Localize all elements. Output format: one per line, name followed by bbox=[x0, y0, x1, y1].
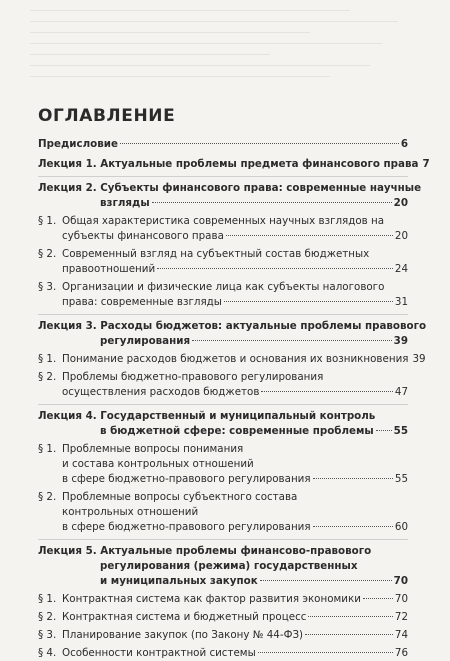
toc-section-entry[interactable] bbox=[38, 280, 408, 310]
leader-dots bbox=[308, 616, 393, 617]
toc-lecture-entry[interactable] bbox=[38, 539, 408, 589]
page-number: 70 bbox=[394, 593, 408, 605]
entry-text: правоотношений bbox=[62, 263, 156, 275]
page-number: 6 bbox=[400, 138, 408, 150]
leader-dots bbox=[313, 526, 393, 527]
section-number: § 1. bbox=[38, 353, 57, 365]
entry-text: Лекция 2. Субъекты финансового права: современные научные bbox=[38, 182, 422, 194]
leader-dots bbox=[305, 634, 393, 635]
toc-section-entry[interactable] bbox=[38, 352, 426, 367]
page-number: 20 bbox=[394, 230, 408, 242]
page-number: 76 bbox=[394, 647, 408, 659]
entry-text: в сфере бюджетно-правового регулирования bbox=[62, 473, 311, 485]
leader-dots bbox=[120, 143, 399, 144]
entry-text: Особенности контрактной системы bbox=[62, 647, 256, 659]
leader-dots bbox=[192, 340, 392, 341]
leader-dots bbox=[226, 235, 393, 236]
entry-text: Понимание расходов бюджетов и основания их возникновения bbox=[62, 353, 409, 365]
page-number: 39 bbox=[412, 353, 426, 365]
section-number: § 1. bbox=[38, 593, 57, 605]
toc-section-entry[interactable] bbox=[38, 247, 408, 277]
entry-text: Планирование закупок (по Закону № 44-ФЗ) bbox=[62, 629, 304, 641]
section-number: § 2. bbox=[38, 491, 57, 503]
page-number: 55 bbox=[393, 425, 408, 437]
table-of-contents bbox=[38, 137, 430, 661]
entry-text: и состава контрольных отношений bbox=[62, 458, 254, 470]
page-number: 72 bbox=[394, 611, 408, 623]
leader-dots bbox=[313, 478, 393, 479]
leader-dots bbox=[363, 598, 393, 599]
entry-text: Проблемы бюджетно-правового регулирования bbox=[62, 371, 324, 383]
entry-text: в бюджетной сфере: современные проблемы bbox=[100, 425, 374, 437]
page-number: 60 bbox=[394, 521, 408, 533]
toc-lecture-entry[interactable] bbox=[38, 314, 427, 349]
entry-text: Общая характеристика современных научных взглядов на bbox=[62, 215, 385, 227]
leader-dots bbox=[376, 430, 392, 431]
page-number: 20 bbox=[393, 197, 408, 209]
entry-text: Контрактная система и бюджетный процесс bbox=[62, 611, 307, 623]
page-number: 74 bbox=[394, 629, 408, 641]
toc-lecture-entry[interactable] bbox=[38, 404, 408, 439]
toc-section-entry[interactable] bbox=[38, 628, 408, 643]
section-number: § 2. bbox=[38, 371, 57, 383]
section-number: § 4. bbox=[38, 647, 57, 659]
section-number: § 2. bbox=[38, 248, 57, 260]
leader-dots bbox=[261, 391, 392, 392]
leader-dots bbox=[152, 202, 392, 203]
entry-text: Организации и физические лица как субъекты налогового bbox=[62, 281, 385, 293]
entry-text: Предисловие bbox=[38, 138, 118, 150]
page-number: 31 bbox=[394, 296, 408, 308]
toc-lecture-entry[interactable] bbox=[38, 137, 408, 152]
toc-section-entry[interactable] bbox=[38, 214, 408, 244]
entry-text: взгляды bbox=[100, 197, 150, 209]
leader-dots bbox=[258, 652, 393, 653]
bleed-through-text bbox=[30, 0, 430, 95]
toc-section-entry[interactable] bbox=[38, 442, 408, 487]
section-number: § 1. bbox=[38, 215, 57, 227]
toc-section-entry[interactable] bbox=[38, 646, 408, 661]
entry-text: права: современные взгляды bbox=[62, 296, 222, 308]
entry-text: Лекция 4. Государственный и муниципальный контроль bbox=[38, 410, 376, 422]
leader-dots bbox=[157, 268, 393, 269]
toc-lecture-entry[interactable] bbox=[38, 176, 422, 211]
toc-section-entry[interactable] bbox=[38, 370, 408, 400]
entry-text: Проблемные вопросы понимания bbox=[62, 443, 244, 455]
entry-text: Проблемные вопросы субъектного состава bbox=[62, 491, 298, 503]
leader-dots bbox=[260, 580, 392, 581]
section-number: § 2. bbox=[38, 611, 57, 623]
entry-text: Лекция 1. Актуальные проблемы предмета финансового права bbox=[38, 158, 419, 170]
toc-section-entry[interactable] bbox=[38, 592, 408, 607]
page-number: 39 bbox=[393, 335, 408, 347]
page-number: 7 bbox=[422, 158, 430, 170]
section-number: § 1. bbox=[38, 443, 57, 455]
section-number: § 3. bbox=[38, 629, 57, 641]
entry-text: Лекция 3. Расходы бюджетов: актуальные проблемы правового bbox=[38, 320, 427, 332]
page-number: 70 bbox=[393, 575, 408, 587]
toc-section-entry[interactable] bbox=[38, 490, 408, 535]
entry-text: Лекция 5. Актуальные проблемы финансово-правового bbox=[38, 545, 372, 557]
entry-text: контрольных отношений bbox=[62, 506, 199, 518]
entry-text: регулирования bbox=[100, 335, 191, 347]
entry-text: Современный взгляд на субъектный состав бюджетных bbox=[62, 248, 370, 260]
entry-text: осуществления расходов бюджетов bbox=[62, 386, 260, 398]
page-title: ОГЛАВЛЕНИЕ bbox=[38, 106, 176, 126]
toc-section-entry[interactable] bbox=[38, 610, 408, 625]
leader-dots bbox=[224, 301, 393, 302]
page-number: 24 bbox=[394, 263, 408, 275]
page-number: 55 bbox=[394, 473, 408, 485]
entry-text: в сфере бюджетно-правового регулирования bbox=[62, 521, 311, 533]
entry-text: Контрактная система как фактор развития экономики bbox=[62, 593, 361, 605]
page-number: 47 bbox=[394, 386, 408, 398]
entry-text: регулирования (режима) государственных bbox=[100, 560, 358, 572]
section-number: § 3. bbox=[38, 281, 57, 293]
toc-lecture-entry[interactable] bbox=[38, 157, 430, 172]
entry-text: субъекты финансового права bbox=[62, 230, 224, 242]
entry-text: и муниципальных закупок bbox=[100, 575, 258, 587]
